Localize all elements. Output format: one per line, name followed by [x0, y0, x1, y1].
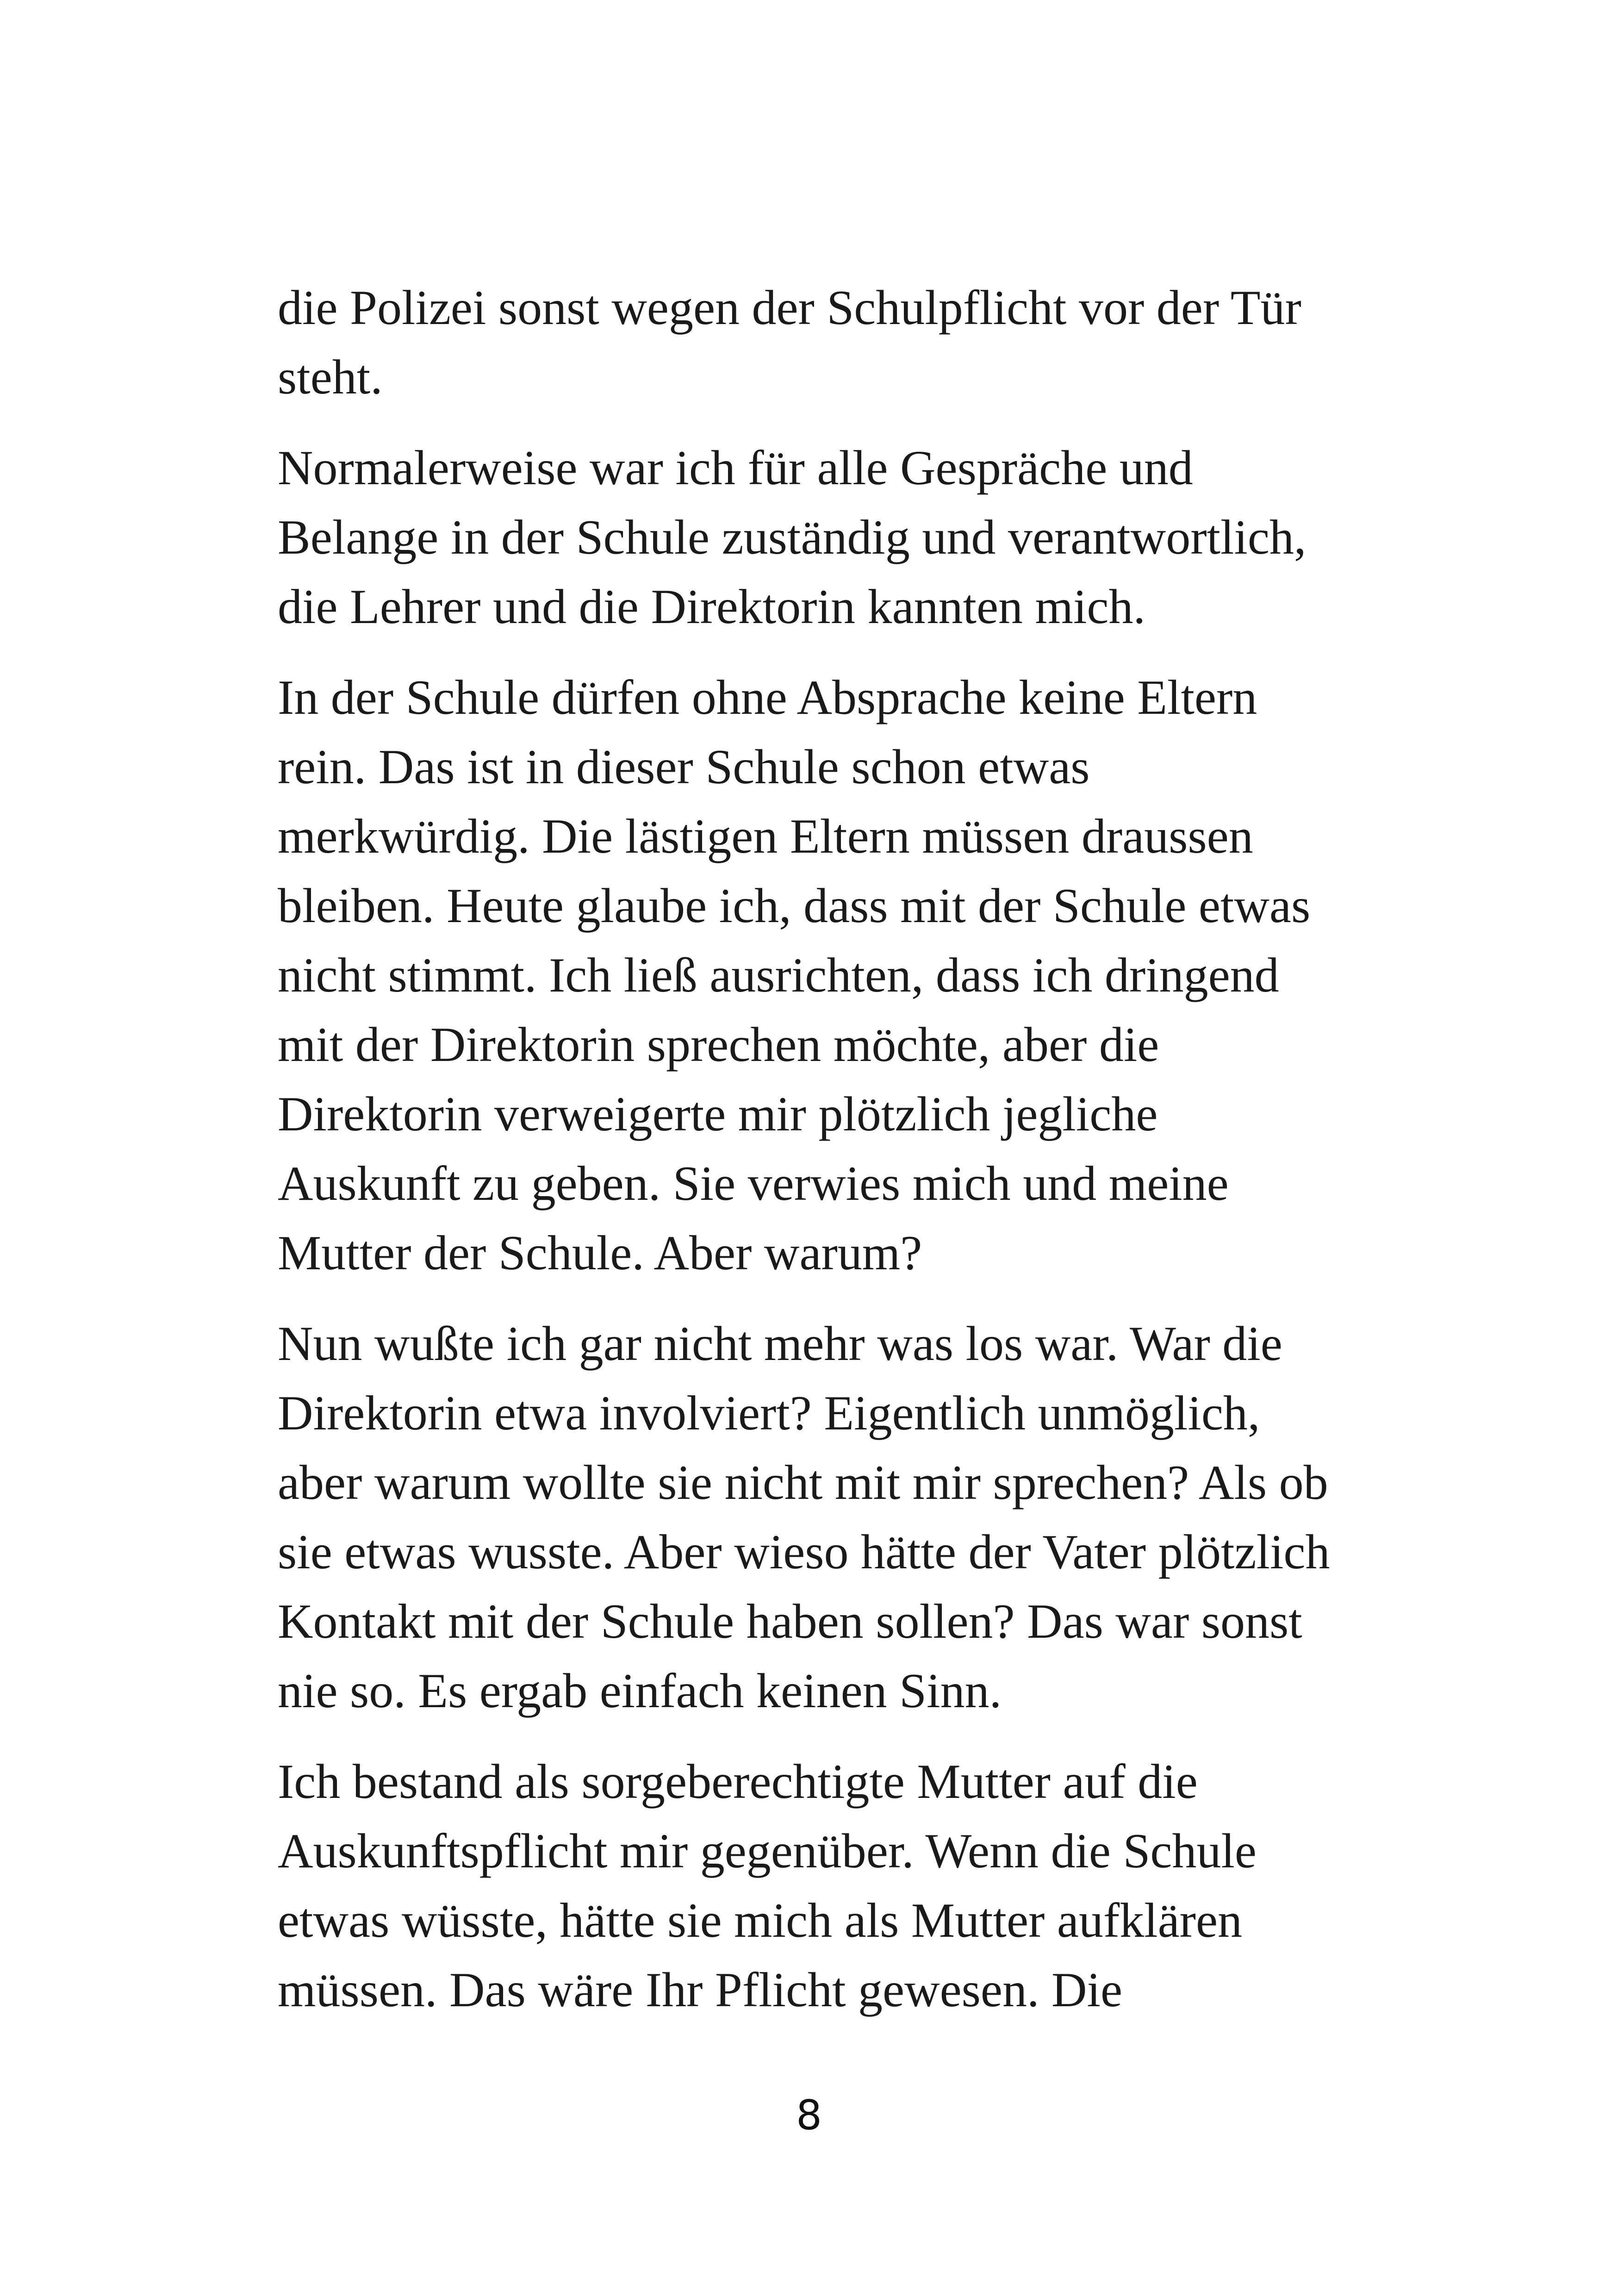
paragraph-4: Nun wußte ich gar nicht mehr was los war. War die Direktorin etwa involviert? Eigentlich unmöglich, aber warum wollte sie nicht mit mir sprechen? Als ob sie etwas wusste. Aber wieso hätte der Vater plötzlich Kontakt mit der Schule haben sollen? Das war sonst nie so. Es ergab einfach keinen Sinn.	[278, 1316, 1330, 1718]
paragraph-1: die Polizei sonst wegen der Schulpflicht vor der Tür steht.	[278, 281, 1301, 404]
paragraph-5: Ich bestand als sorgeberechtigte Mutter auf die Auskunftspflicht mir gegenüber. Wenn die Schule etwas wüsste, hätte sie mich als Mutter aufklären müssen. Das wäre Ihr Pflicht gewesen. Die	[278, 1754, 1257, 2017]
page-number: 8	[796, 2091, 822, 2139]
body-text	[278, 273, 1342, 2046]
paragraph-3: In der Schule dürfen ohne Absprache keine Eltern rein. Das ist in dieser Schule schon etwas merkwürdig. Die lästigen Eltern müssen draussen bleiben. Heute glaube ich, dass mit der Schule etwas nicht stimmt. Ich ließ ausrichten, dass ich dringend mit der Direktorin sprechen möchte, aber die Direktorin verweigerte mir plötzlich jegliche Auskunft zu geben. Sie verwies mich und meine Mutter der Schule. Aber warum?	[278, 670, 1311, 1280]
paragraph-2: Normalerweise war ich für alle Gespräche und Belange in der Schule zuständig und verantwortlich, die Lehrer und die Direktorin kannten mich.	[278, 441, 1307, 634]
